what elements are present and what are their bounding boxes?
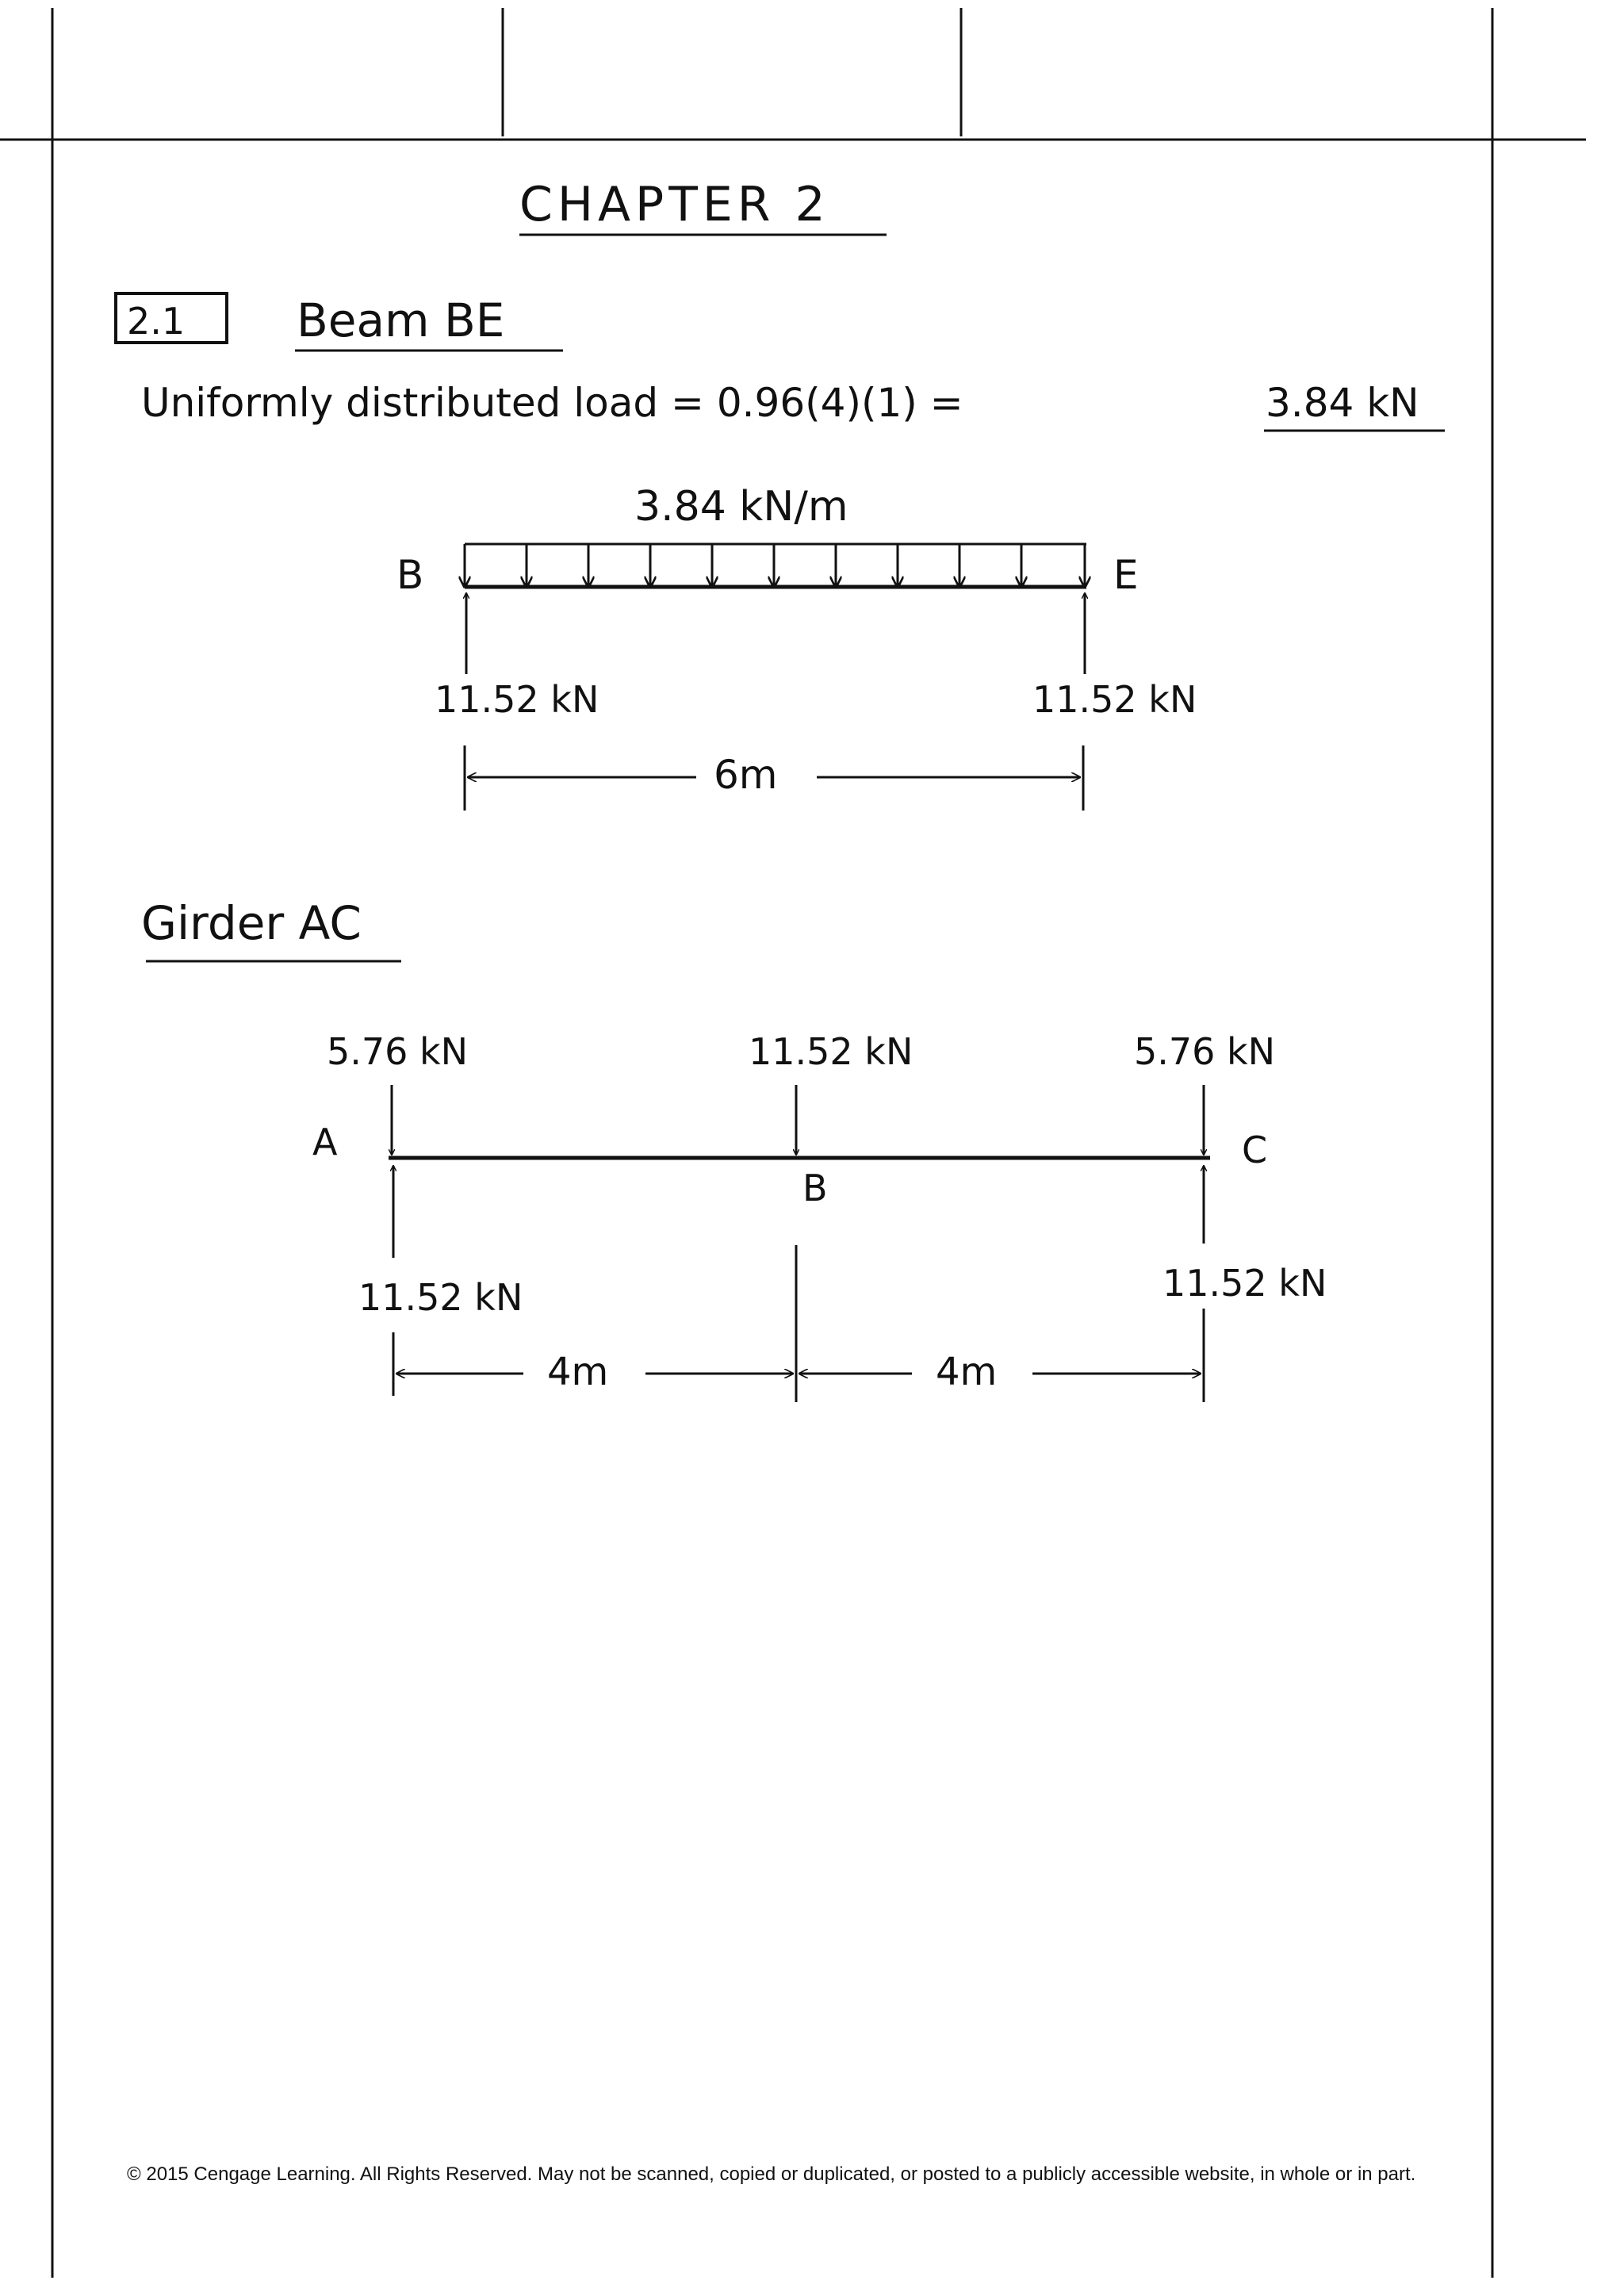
node-c-label: C	[1242, 1129, 1268, 1171]
udl-result: 3.84 kN	[1266, 380, 1419, 426]
problem-number: 2.1	[127, 300, 186, 343]
beam-be-heading: Beam BE	[297, 293, 505, 347]
node-e-label: E	[1113, 552, 1139, 598]
node-b-label: B	[396, 552, 424, 598]
page-frame	[0, 8, 1586, 2278]
udl-equation: Uniformly distributed load = 0.96(4)(1) =	[141, 380, 963, 426]
girder-ac-heading: Girder AC	[141, 896, 362, 950]
udl-label: 3.84 kN/m	[634, 483, 848, 531]
copyright-footer: © 2015 Cengage Learning. All Rights Reserved. May not be scanned, copied or duplicated, or posted to a publicly accessible website, in whole or in part.	[127, 2163, 1416, 2185]
load-c-label: 5.76 kN	[1134, 1030, 1276, 1073]
reaction-b-label: 11.52 kN	[435, 678, 599, 721]
distributed-load	[465, 544, 1086, 587]
span-ab-label: 4m	[547, 1350, 609, 1394]
span-4m-dimensions	[393, 1245, 1204, 1402]
span-bc-label: 4m	[936, 1350, 998, 1394]
reaction-c-label: 11.52 kN	[1162, 1262, 1327, 1305]
reaction-e-label: 11.52 kN	[1032, 678, 1197, 721]
load-a-label: 5.76 kN	[327, 1030, 469, 1073]
reaction-a-label: 11.52 kN	[358, 1276, 523, 1319]
load-b-label: 11.52 kN	[749, 1030, 914, 1073]
node-a-label: A	[312, 1121, 338, 1163]
span-6m-label: 6m	[714, 752, 778, 798]
chapter-title: CHAPTER 2	[519, 177, 830, 232]
node-b-girder-label: B	[802, 1167, 828, 1209]
